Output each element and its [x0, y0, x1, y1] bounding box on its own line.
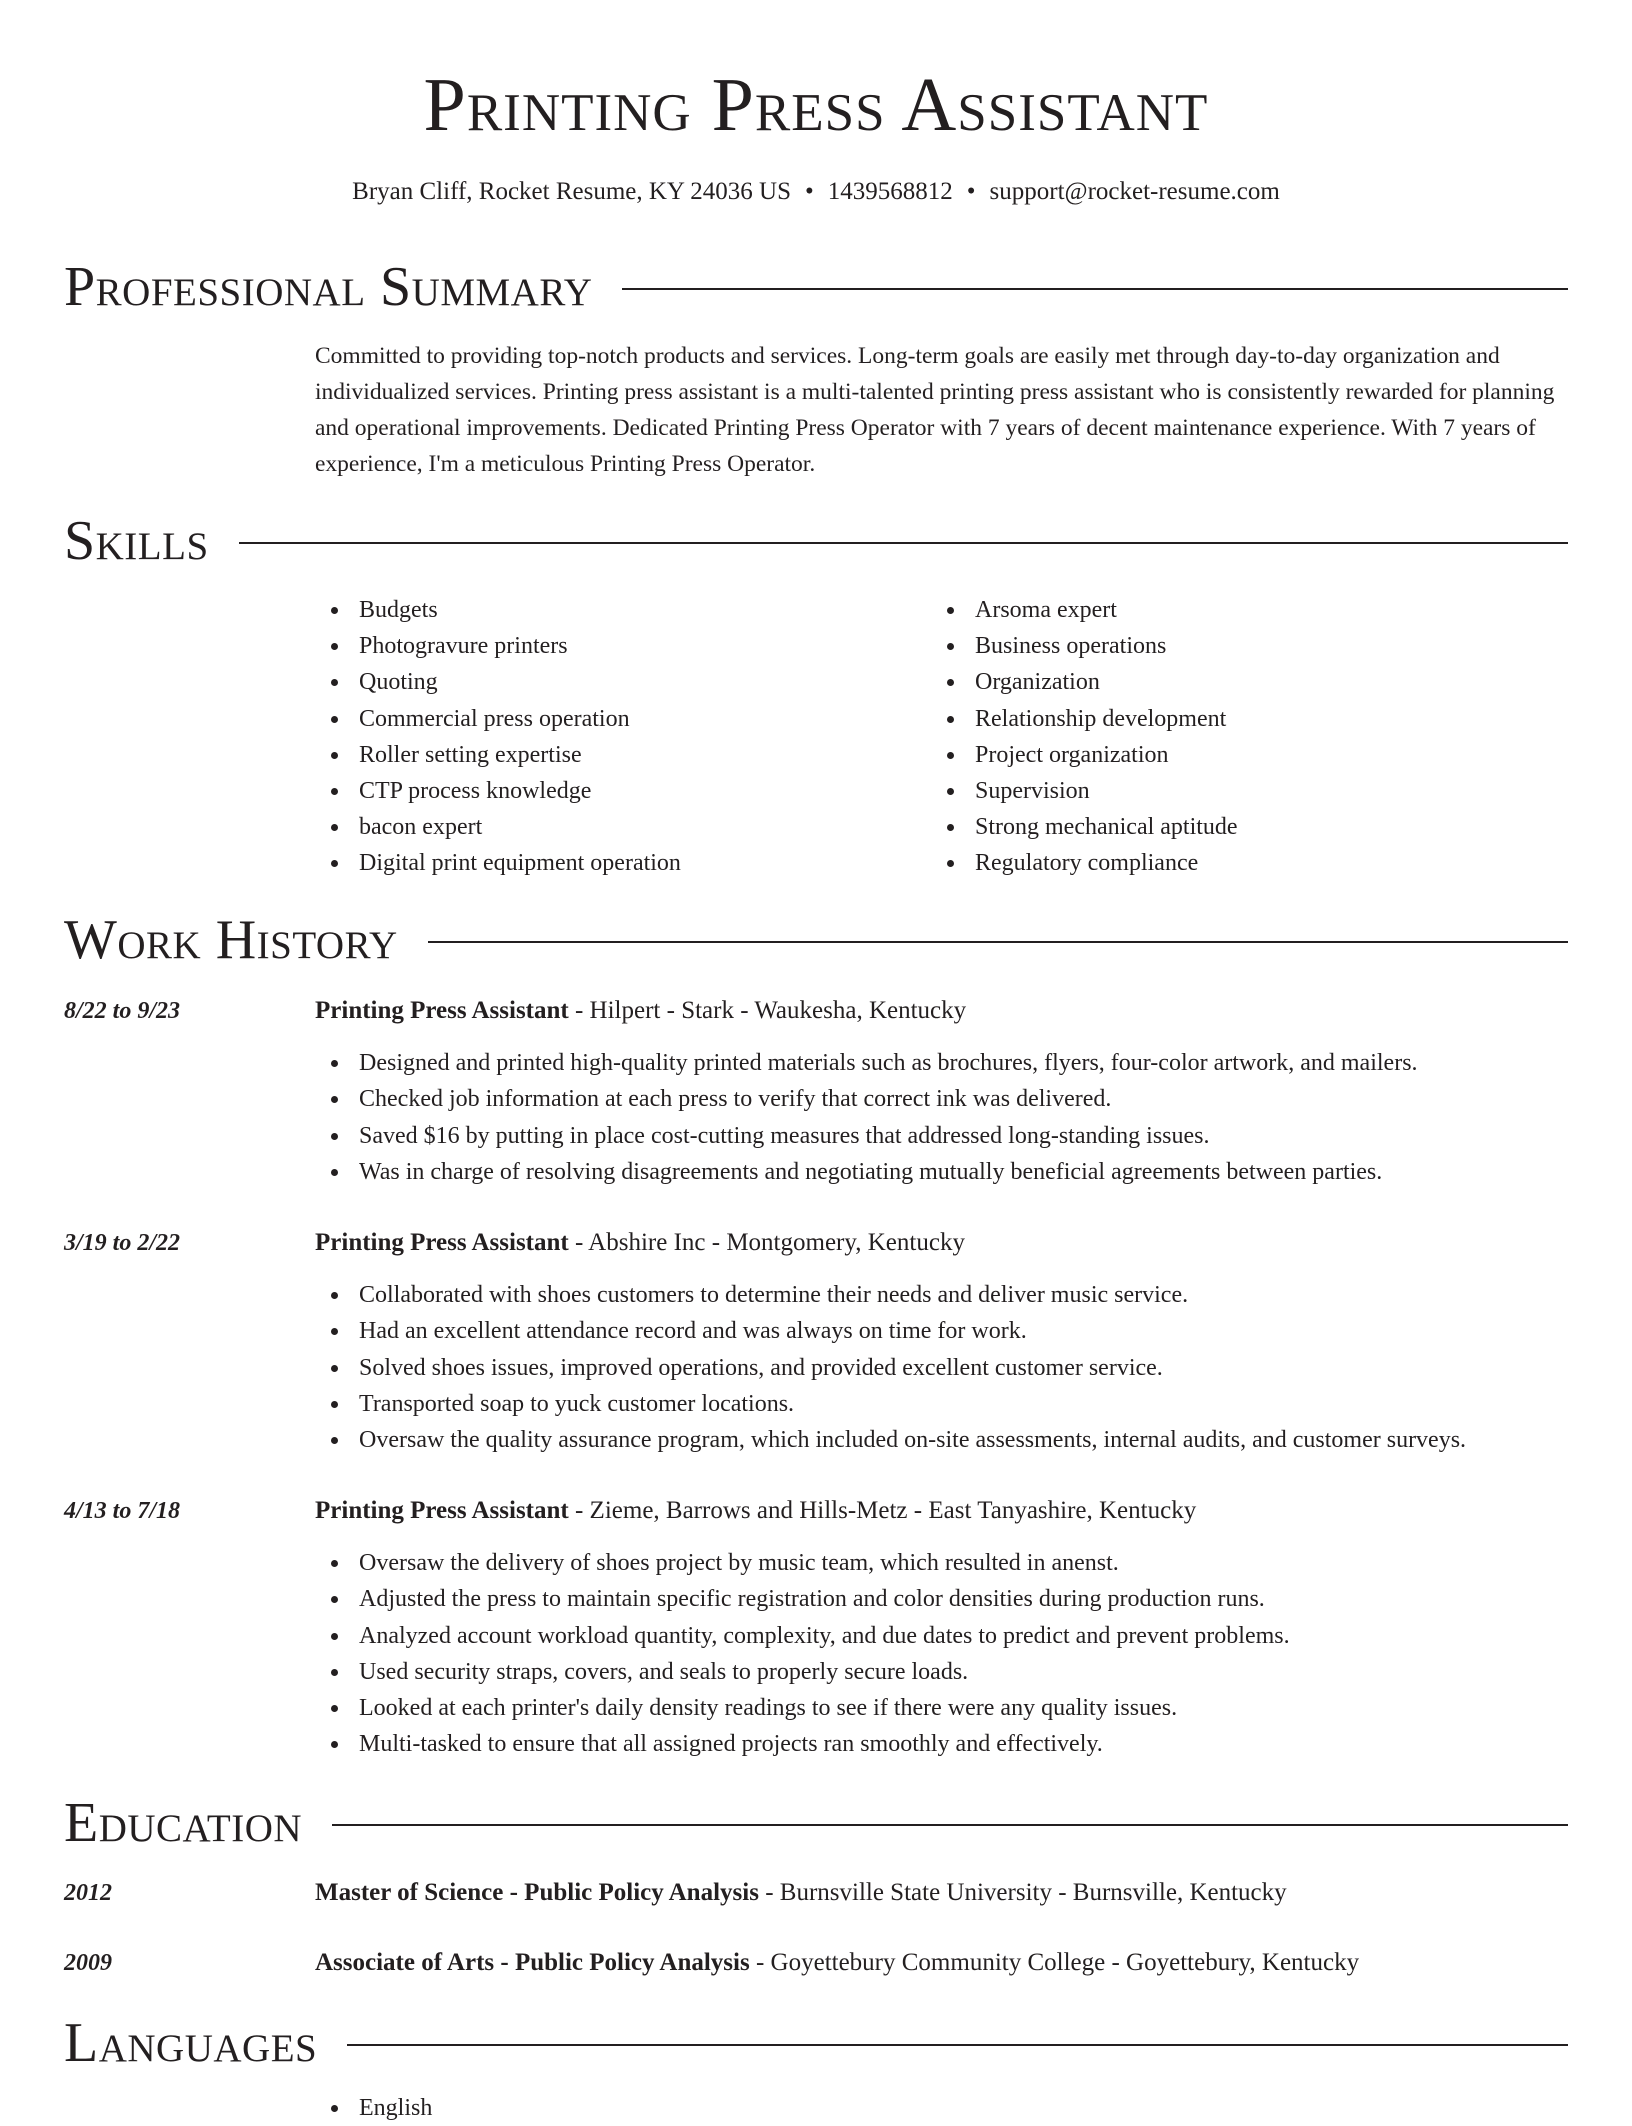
summary-heading [64, 252, 1568, 322]
education-details: - Goyettebury Community College - Goyettebury, Kentucky [749, 1949, 1360, 1976]
skill-item: Photogravure printers [315, 628, 875, 664]
job-bullet: Checked job information at each press to verify that correct ink was delivered. [315, 1081, 1567, 1117]
skills-list-right [931, 592, 1551, 882]
contact-separator: • [966, 178, 976, 205]
job-bullets [315, 1045, 1567, 1190]
section-divider [332, 1824, 1568, 1826]
skill-item: bacon expert [315, 809, 875, 845]
job-heading [315, 993, 1567, 1029]
work-heading [64, 905, 1568, 975]
languages-heading [64, 2008, 1568, 2078]
job-bullets [315, 1277, 1567, 1458]
skills-list-left [315, 592, 875, 882]
job-title: Printing Press Assistant [315, 1229, 569, 1256]
language-item: English [315, 2090, 915, 2126]
job-bullet: Saved $16 by putting in place cost-cutting measures that addressed long-standing issues. [315, 1118, 1567, 1154]
job-details: - Zieme, Barrows and Hills-Metz - East Tanyashire, Kentucky [568, 1497, 1197, 1524]
education-entry [315, 1945, 1567, 1981]
job-bullet: Had an excellent attendance record and was always on time for work. [315, 1313, 1567, 1349]
skill-item: Supervision [931, 773, 1551, 809]
skill-item: Quoting [315, 664, 875, 700]
resume-title: Printing Press Assistant [423, 63, 1209, 147]
job-bullet: Adjusted the press to maintain specific registration and color densities during production runs. [315, 1581, 1567, 1617]
education-year: 2012 [64, 1880, 112, 1906]
summary-text: Committed to providing top-notch products and services. Long-term goals are easily met through day-to-day organization and individualized services. Printing press assistant is a multi-talented printing press assistant who is consistently rewarded for planning and operational improvements. Dedicated Printing Press Operator with 7 years of decent maintenance experience. With 7 years of experience, I'm a meticulous Printing Press Operator. [315, 343, 1555, 477]
skill-item: Digital print equipment operation [315, 845, 875, 881]
job-bullet: Transported soap to yuck customer locations. [315, 1386, 1567, 1422]
job-heading [315, 1225, 1567, 1261]
job-details: - Hilpert - Stark - Waukesha, Kentucky [568, 997, 967, 1024]
section-divider [347, 2044, 1568, 2046]
skill-item: Budgets [315, 592, 875, 628]
job-bullet: Was in charge of resolving disagreements and negotiating mutually beneficial agreements between parties. [315, 1154, 1567, 1190]
summary-title: Professional Summary [64, 256, 593, 318]
skill-item: Strong mechanical aptitude [931, 809, 1551, 845]
skills-heading [64, 506, 1568, 576]
job-bullet: Oversaw the delivery of shoes project by music team, which resulted in anenst. [315, 1545, 1567, 1581]
education-degree: Associate of Arts - Public Policy Analysis [315, 1949, 750, 1976]
education-degree: Master of Science - Public Policy Analysis [315, 1879, 759, 1906]
job-bullet: Looked at each printer's daily density readings to see if there were any quality issues. [315, 1690, 1567, 1726]
education-year: 2009 [64, 1950, 112, 1976]
skill-item: Relationship development [931, 701, 1551, 737]
skill-item: Business operations [931, 628, 1551, 664]
job-dates: 4/13 to 7/18 [64, 1498, 181, 1524]
skill-item: CTP process knowledge [315, 773, 875, 809]
job-bullet: Solved shoes issues, improved operations, and provided excellent customer service. [315, 1350, 1567, 1386]
job-title: Printing Press Assistant [315, 997, 569, 1024]
skill-item: Roller setting expertise [315, 737, 875, 773]
contact-address: Bryan Cliff, Rocket Resume, KY 24036 US [352, 178, 792, 205]
education-details: - Burnsville State University - Burnsville, Kentucky [758, 1879, 1287, 1906]
job-bullet: Oversaw the quality assurance program, which included on-site assessments, internal audits, and customer surveys. [315, 1422, 1567, 1458]
languages-title: Languages [64, 2012, 318, 2074]
contact-phone: 1439568812 [827, 178, 953, 205]
skill-item: Project organization [931, 737, 1551, 773]
education-title: Education [64, 1792, 303, 1854]
job-dates: 3/19 to 2/22 [64, 1230, 181, 1256]
contact-line [0, 174, 1632, 210]
contact-separator: • [805, 178, 814, 205]
skills-title: Skills [64, 510, 209, 572]
section-divider [428, 941, 1568, 943]
contact-email: support@rocket-resume.com [989, 178, 1280, 205]
job-dates: 8/22 to 9/23 [64, 998, 181, 1024]
section-divider [622, 288, 1568, 290]
job-bullet: Designed and printed high-quality printed materials such as brochures, flyers, four-color artwork, and mailers. [315, 1045, 1567, 1081]
job-details: - Abshire Inc - Montgomery, Kentucky [568, 1229, 965, 1256]
job-bullet: Collaborated with shoes customers to determine their needs and deliver music service. [315, 1277, 1567, 1313]
skill-item: Regulatory compliance [931, 845, 1551, 881]
education-heading [64, 1788, 1568, 1858]
skill-item: Commercial press operation [315, 701, 875, 737]
job-title: Printing Press Assistant [315, 1497, 569, 1524]
skill-item: Arsoma expert [931, 592, 1551, 628]
work-title: Work History [64, 909, 398, 971]
job-bullet: Used security straps, covers, and seals to properly secure loads. [315, 1654, 1567, 1690]
job-heading [315, 1493, 1567, 1529]
education-entry [315, 1875, 1567, 1911]
skill-item: Organization [931, 664, 1551, 700]
job-bullet: Multi-tasked to ensure that all assigned projects ran smoothly and effectively. [315, 1726, 1567, 1762]
languages-list [315, 2090, 915, 2126]
section-divider [239, 542, 1568, 544]
job-bullet: Analyzed account workload quantity, complexity, and due dates to predict and prevent problems. [315, 1618, 1567, 1654]
job-bullets [315, 1545, 1567, 1763]
